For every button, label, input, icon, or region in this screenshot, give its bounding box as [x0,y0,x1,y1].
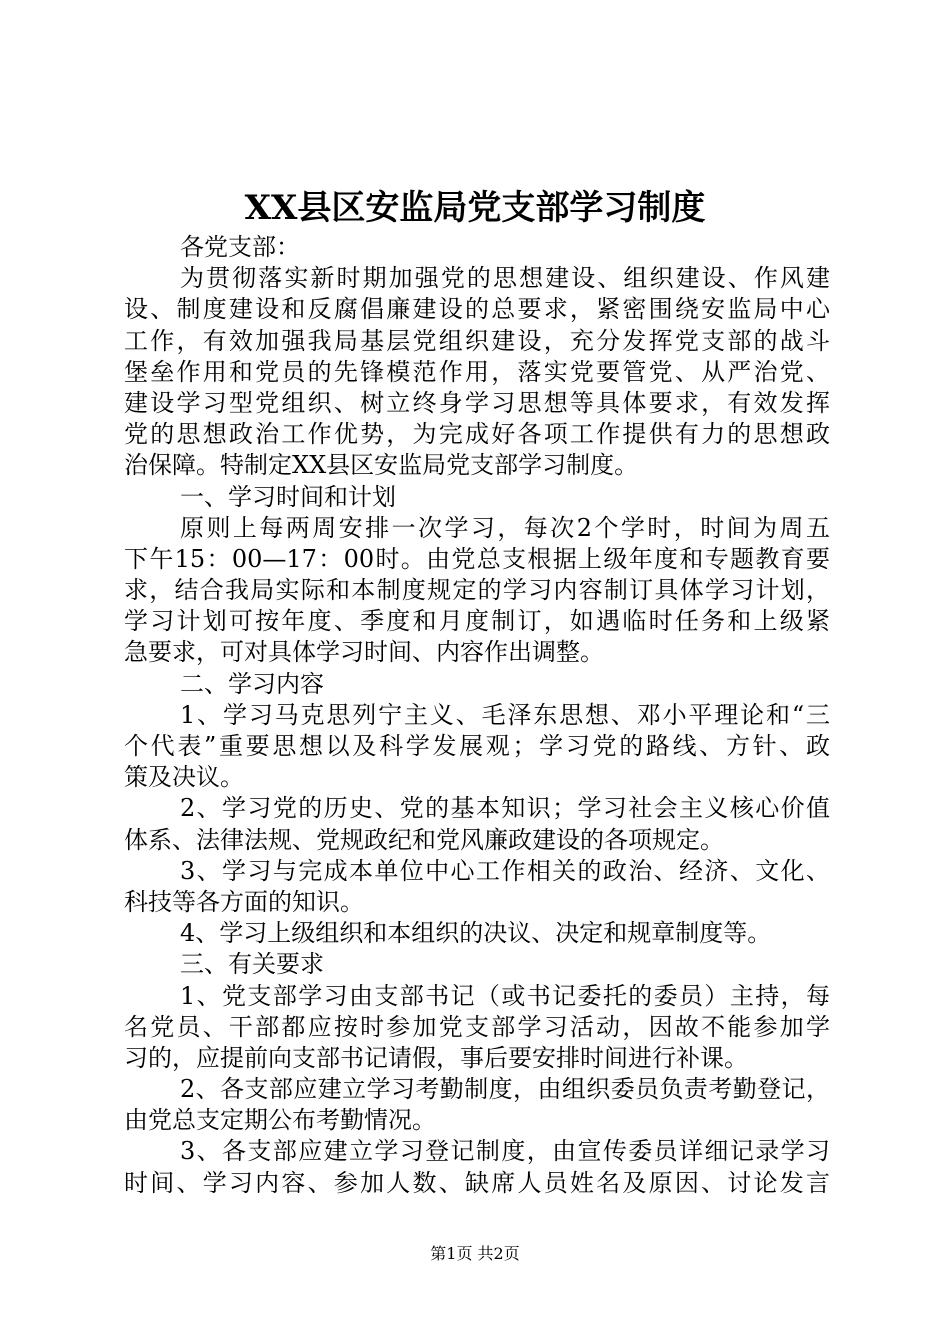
text-line: 三、有关要求 [180,950,324,979]
text-line: 4、学习上级组织和本组织的决议、决定和规章制度等。 [180,919,772,948]
text-line: 学习计划可按年度、季度和月度制订，如遇临时任务和上级紧 [124,607,830,636]
text-line: 一、学习时间和计划 [180,482,396,511]
text-line: 为贯彻落实新时期加强党的思想建设、组织建设、作风建 [180,264,830,293]
text-line: 建设学习型党组织、树立终身学习思想等具体要求，有效发挥 [124,388,830,417]
document-body [124,232,830,1199]
text-line: 3、学习与完成本单位中心工作相关的政治、经济、文化、 [180,856,830,885]
text-line: 堡垒作用和党员的先锋模范作用，落实党要管党、从严治党、 [124,357,830,386]
text-line: 科技等各方面的知识。 [124,887,364,916]
text-line: 党的思想政治工作优势，为完成好各项工作提供有力的思想政 [124,420,830,449]
text-line: 2、学习党的历史、党的基本知识；学习社会主义核心价值 [180,794,830,823]
text-line: 由党总支定期公布考勤情况。 [124,1106,436,1135]
text-line: 2、各支部应建立学习考勤制度，由组织委员负责考勤登记， [180,1075,830,1104]
text-line: 时间、学习内容、参加人数、缺席人员姓名及原因、讨论发言 [124,1168,830,1197]
page-footer: 第1页 共2页 [430,1244,520,1263]
document-title: XX县区安监局党支部学习制度 [244,188,706,228]
text-line: 各党支部： [180,233,300,261]
text-line: 名党员、干部都应按时参加党支部学习活动，因故不能参加学 [124,1012,830,1041]
text-line: 体系、法律法规、党规政纪和党风廉政建设的各项规定。 [124,825,724,854]
text-line: 1、学习马克思列宁主义、毛泽东思想、邓小平理论和“三 [180,700,830,729]
text-line: 求，结合我局实际和本制度规定的学习内容制订具体学习计划， [124,576,830,605]
text-line: 1、党支部学习由支部书记（或书记委托的委员）主持，每 [180,981,830,1010]
text-line: 策及决议。 [124,763,244,792]
text-line: 3、各支部应建立学习登记制度，由宣传委员详细记录学习 [180,1137,830,1166]
text-line: 个代表”重要思想以及科学发展观；学习党的路线、方针、政 [124,732,830,760]
text-line: 急要求，可对具体学习时间、内容作出调整。 [124,638,604,667]
text-line: 工作，有效加强我局基层党组织建设，充分发挥党支部的战斗 [124,326,830,355]
text-line: 下午15：00—17：00时。由党总支根据上级年度和专题教育要 [124,544,830,573]
text-line: 原则上每两周安排一次学习，每次2个学时，时间为周五 [180,513,830,542]
text-line: 设、制度建设和反腐倡廉建设的总要求，紧密围绕安监局中心 [124,295,830,324]
text-line: 习的，应提前向支部书记请假，事后要安排时间进行补课。 [124,1043,748,1072]
text-line: 治保障。特制定XX县区安监局党支部学习制度。 [124,451,639,480]
text-line: 二、学习内容 [180,669,324,698]
